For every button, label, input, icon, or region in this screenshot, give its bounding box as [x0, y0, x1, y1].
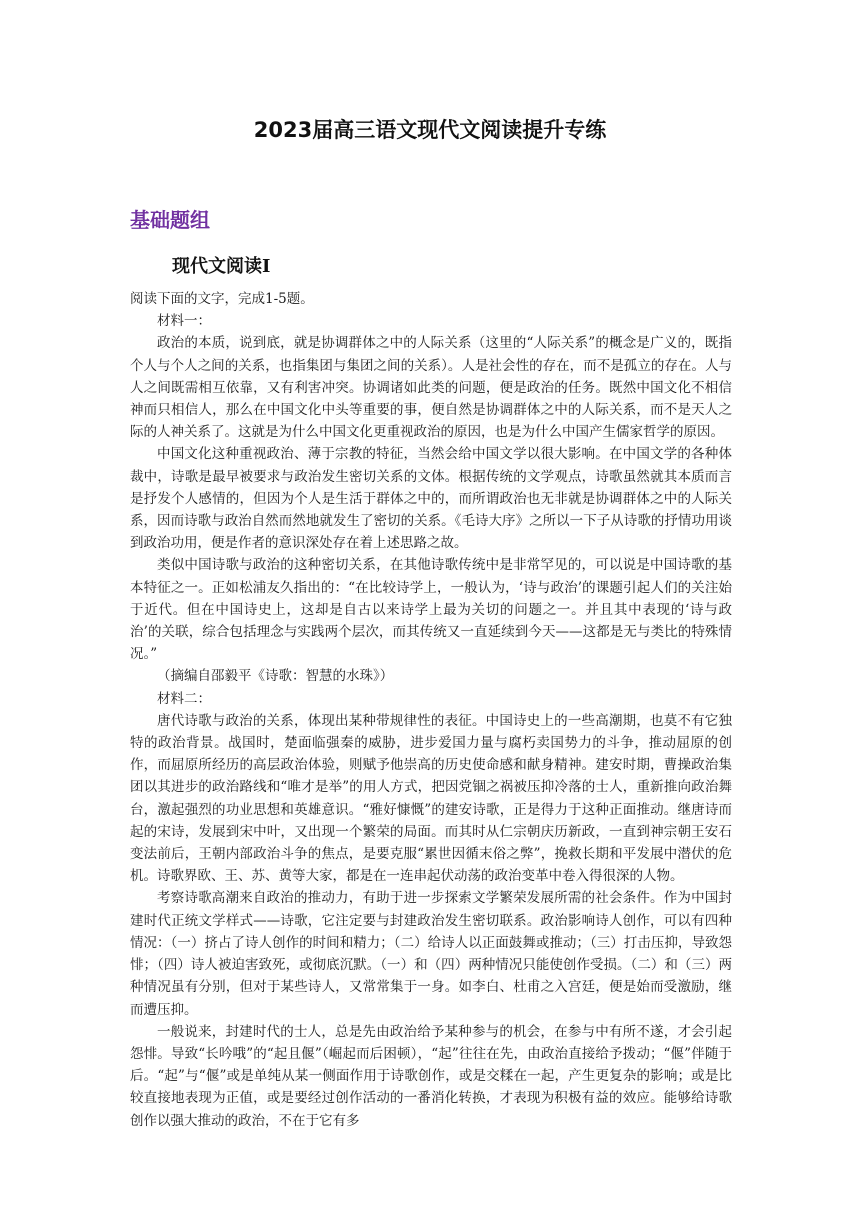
subsection-heading: 现代文阅读Ⅰ — [172, 256, 271, 277]
paragraph: 类似中国诗歌与政治的这种密切关系，在其他诗歌传统中是非常罕见的，可以说是中国诗歌的基本特征之一。正如松浦友久指出的：“在比较诗学上，一般认为，‘诗与政治’的课题引起人们的关注始于近代。但在中国诗史上，这却是自古以来诗学上最为关切的问题之一。并且其中表现的‘诗与政治’的关联，综合包括理念与实践两个层次，而其传统又一直延续到今天——这都是无与类比的特殊情况。” — [130, 557, 732, 663]
paragraph: 阅读下面的文字，完成1-5题。 — [130, 291, 314, 307]
section-heading: 基础题组 — [130, 208, 210, 232]
paragraph: 中国文化这种重视政治、薄于宗教的特征，当然会给中国文学以很大影响。在中国文学的各种体裁中，诗歌是最早被要求与政治发生密切关系的文体。根据传统的文学观点，诗歌虽然就其本质而言是抒发个人感情的，但因为个人是生活于群体之中的，而所谓政治也无非就是协调群体之中的人际关系，因而诗歌与政治自然而然地就发生了密切的关系。《毛诗大序》之所以一下子从诗歌的抒情功用谈到政治功用，便是作者的意识深处存在着上述思路之故。 — [130, 446, 732, 552]
paragraph: 唐代诗歌与政治的关系，体现出某种带规律性的表征。中国诗史上的一些高潮期，也莫不有它独特的政治背景。战国时，楚面临强秦的威胁，进步爱国力量与腐朽卖国势力的斗争，推动屈原的创作，而屈原所经历的高层政治体验，则赋予他崇高的历史使命感和献身精神。建安时期，曹操政治集团以其进步的政治路线和“唯才是举”的用人方式，把因党锢之祸被压抑冷落的士人，重新推向政治舞台，激起强烈的功业思想和英雄意识。“雅好慷慨”的建安诗歌，正是得力于这种正面推动。继唐诗而起的宋诗，发展到宋中叶，又出现一个繁荣的局面。而其时从仁宗朝庆历新政，一直到神宗朝王安石变法前后，王朝内部政治斗争的焦点，是要克服“累世因循末俗之弊”，挽救长期和平发展中潜伏的危机。诗歌界欧、王、苏、黄等大家，都是在一连串起伏动荡的政治变革中卷入得很深的人物。 — [130, 712, 732, 885]
paragraph: 政治的本质，说到底，就是协调群体之中的人际关系（这里的“人际关系”的概念是广义的，既指个人与个人之间的关系，也指集团与集团之间的关系）。人是社会性的存在，而不是孤立的存在。人与人之间既需相互依靠，又有利害冲突。协调诸如此类的问题，便是政治的任务。既然中国文化不相信神而只相信人，那么在中国文化中头等重要的事，便自然是协调群体之中的人际关系，而不是天人之际的人神关系了。这就是为什么中国文化更重视政治的原因，也是为什么中国产生儒家哲学的原因。 — [130, 335, 732, 441]
paragraph: 材料二： — [157, 690, 211, 707]
document-body — [130, 288, 732, 1132]
paragraph: 考察诗歌高潮来自政治的推动力，有助于进一步探索文学繁荣发展所需的社会条件。作为中国封建时代正统文学样式——诗歌，它注定要与封建政治发生密切联系。政治影响诗人创作，可以有四种情况：（一）挤占了诗人创作的时间和精力；（二）给诗人以正面鼓舞或推动；（三）打击压抑，导致怨悱；（四）诗人被迫害致死，或彻底沉默。（一）和（四）两种情况只能使创作受损。（二）和（三）两种情况虽有分别，但对于某些诗人，又常常集于一身。如李白、杜甫之入宫廷，便是始而受激励，继而遭压抑。 — [130, 890, 732, 1018]
paragraph: 材料一： — [157, 313, 211, 330]
document-title: 2023届高三语文现代文阅读提升专练 — [253, 118, 607, 142]
paragraph: （摘编自邵毅平《诗歌：智慧的水珠》） — [157, 668, 394, 685]
paragraph: 一般说来，封建时代的士人，总是先由政治给予某种参与的机会，在参与中有所不遂，才会引起怨悱。导致“长吟哦”的“起且偃”（崛起而后困顿），“起”往往在先，由政治直接给予拨动；“偃”伴随于后。“起”与“偃”或是单纯从某一侧面作用于诗歌创作，或是交糅在一起，产生更复杂的影响；或是比较直接地表现为正值，或是要经过创作活动的一番消化转换，才表现为积极有益的效应。能够给诗歌创作以强大推动的政治，不在于它有多 — [130, 1023, 732, 1129]
